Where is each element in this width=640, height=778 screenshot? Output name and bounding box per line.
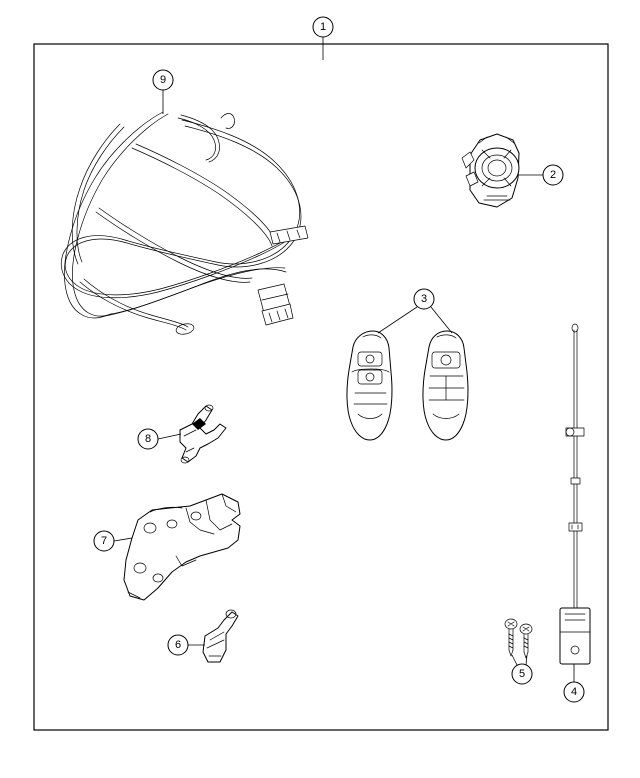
part-mounting-bracket (124, 494, 240, 600)
part-sensor (203, 610, 238, 662)
callout-3-label: 3 (420, 293, 428, 305)
callout-leaders (114, 37, 574, 682)
part-steering-column-module (462, 134, 519, 207)
callout-7[interactable] (94, 531, 114, 551)
part-antenna-module (560, 324, 590, 664)
callout-8-label: 8 (144, 433, 152, 445)
callout-5[interactable] (512, 664, 532, 684)
callout-7-label: 7 (100, 535, 108, 547)
screw-right (520, 624, 532, 658)
callout-3[interactable] (414, 289, 434, 309)
screw-left (505, 619, 517, 656)
part-screws (505, 619, 532, 658)
callout-4-label: 4 (570, 686, 578, 698)
callout-2-label: 2 (549, 169, 557, 181)
part-key-fob-left (347, 331, 392, 440)
part-key-fob-right (423, 331, 468, 440)
callout-6[interactable] (168, 635, 188, 655)
callout-8[interactable] (138, 429, 158, 449)
callout-4[interactable] (564, 682, 584, 702)
callout-2[interactable] (543, 165, 563, 185)
harness-connector-tab (270, 226, 308, 244)
part-wiring-harness (61, 112, 308, 336)
callout-5-label: 5 (518, 668, 526, 680)
callout-6-label: 6 (174, 639, 182, 651)
callout-9[interactable] (153, 70, 173, 90)
part-solenoid-valve (180, 405, 226, 463)
harness-connector-lower (258, 284, 293, 325)
callout-9-label: 9 (159, 74, 167, 86)
callout-1-label: 1 (319, 21, 327, 33)
callout-1[interactable] (313, 17, 333, 37)
